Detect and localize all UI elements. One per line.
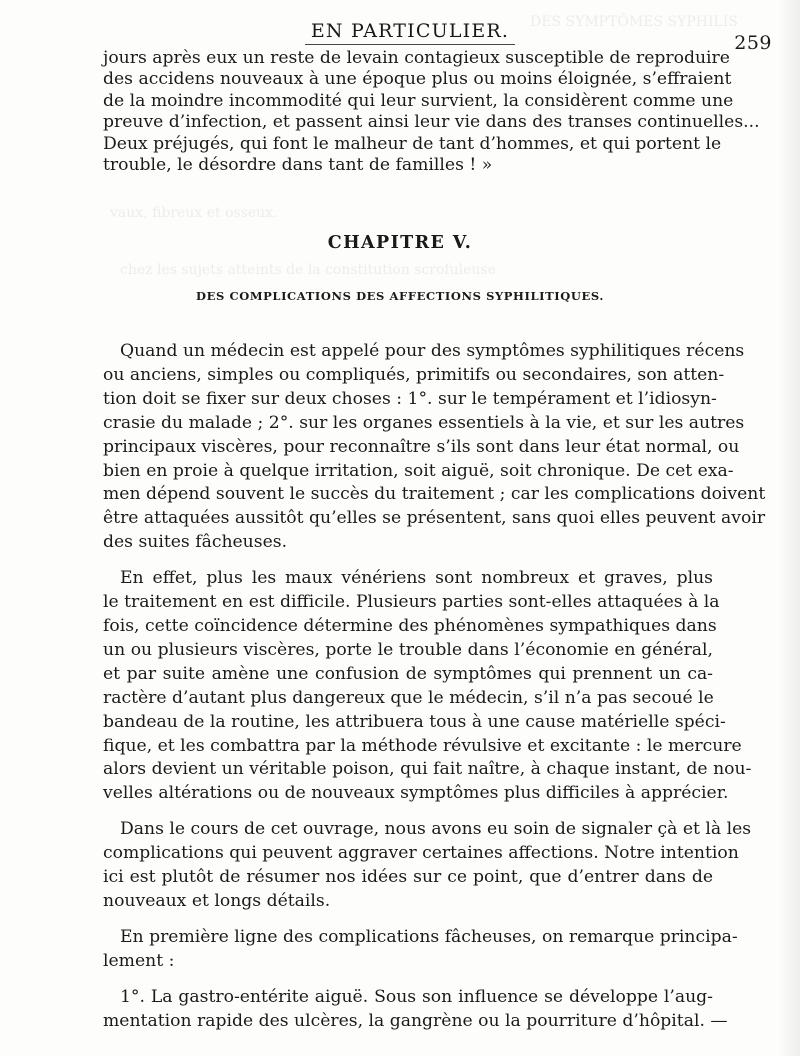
text-line: le traitement en est difficile. Plusieurs parties sont-elles attaquées à la: [103, 592, 720, 613]
text-line: être attaquées aussitôt qu’elles se présentent, sans quoi elles peuvent avoir: [103, 508, 766, 529]
text-line: complications qui peuvent aggraver certaines affections. Notre intention: [103, 843, 739, 864]
text-line: lement :: [103, 950, 175, 971]
text-line: tion doit se fixer sur deux choses : 1°. sur le tempérament et l’idiosyn-: [103, 388, 717, 409]
text-line: fique, et les combattra par la méthode révulsive et excitante : le mercure: [103, 735, 742, 756]
paragraph: [103, 818, 752, 914]
text-line: 1°. La gastro-entérite aiguë. Sous son influence se développe l’aug-: [120, 986, 713, 1007]
text-line: bandeau de la routine, les attribuera tous à une cause matérielle spéci-: [103, 711, 726, 732]
text-line: fois, cette coïncidence détermine des phénomènes sympathiques dans: [103, 615, 717, 636]
text-line: Deux préjugés, qui font le malheur de tant d’hommes, et qui portent le: [103, 133, 722, 154]
text-line: des accidens nouveaux à une époque plus ou moins éloignée, s’effraient: [103, 69, 732, 90]
header-rule: [305, 44, 515, 45]
text-line: En effet, plus les maux vénériens sont nombreux et graves, plus: [120, 568, 713, 589]
show-through-text: vaux, fibreux et osseux.: [110, 205, 278, 221]
page-number: 259: [734, 32, 772, 54]
running-title: EN PARTICULIER.: [310, 20, 510, 42]
text-line: principaux viscères, pour reconnaître s’ils sont dans leur état normal, ou: [103, 436, 740, 457]
text-line: men dépend souvent le succès du traitement ; car les complications doivent: [103, 484, 766, 505]
text-line: ractère d’autant plus dangereux que le médecin, s’il n’a pas secoué le: [103, 687, 714, 708]
text-line: alors devient un véritable poison, qui fait naître, à chaque instant, de nou-: [103, 759, 752, 780]
chapter-title: CHAPITRE V.: [327, 233, 473, 253]
text-line: preuve d’infection, et passent ainsi leur vie dans des transes continuelles...: [103, 112, 760, 133]
show-through-text: chez les sujets atteints de la constitution scrofuleuse: [120, 262, 496, 278]
text-line: Quand un médecin est appelé pour des symptômes syphilitiques récens: [120, 341, 745, 361]
paragraph: [103, 567, 752, 806]
text-line: ou anciens, simples ou compliqués, primitifs ou secondaires, son atten-: [103, 364, 725, 385]
chapter-body: [103, 340, 766, 1033]
text-line: et par suite amène une confusion de symptômes qui prennent un ca-: [103, 663, 713, 684]
text-line: En première ligne des complications fâcheuses, on remarque principa-: [120, 926, 738, 947]
chapter-subtitle: DES COMPLICATIONS DES AFFECTIONS SYPHILITIQUES.: [196, 289, 604, 303]
text-line: nouveaux et longs détails.: [103, 890, 331, 911]
page-edge-shadow: [778, 0, 800, 1056]
text-line: Dans le cours de cet ouvrage, nous avons eu soin de signaler çà et là les: [120, 819, 752, 840]
paragraph: [103, 986, 728, 1034]
text-line: de la moindre incommodité qui leur survient, la considèrent comme une: [103, 90, 734, 111]
text-line: ici est plutôt de résumer nos idées sur ce point, que d’entrer dans de: [103, 867, 713, 888]
text-line: mentation rapide des ulcères, la gangrène ou la pourriture d’hôpital. —: [103, 1010, 728, 1031]
paragraph: [103, 926, 738, 974]
show-through-text: DES SYMPTÔMES SYPHILIS: [530, 14, 738, 30]
text-line: velles altérations ou de nouveaux symptômes plus difficiles à apprécier.: [103, 783, 729, 804]
text-line: un ou plusieurs viscères, porte le trouble dans l’économie en général,: [103, 639, 713, 660]
text-line: des suites fâcheuses.: [103, 532, 288, 553]
text-line: jours après eux un reste de levain contagieux susceptible de reproduire: [103, 48, 730, 68]
text-line: bien en proie à quelque irritation, soit aiguë, soit chronique. De cet exa-: [103, 460, 734, 481]
text-line: trouble, le désordre dans tant de familles ! »: [103, 155, 493, 176]
text-line: crasie du malade ; 2°. sur les organes essentiels à la vie, et sur les autres: [103, 412, 745, 433]
paragraph: [103, 340, 766, 555]
continued-paragraph: [103, 48, 760, 176]
